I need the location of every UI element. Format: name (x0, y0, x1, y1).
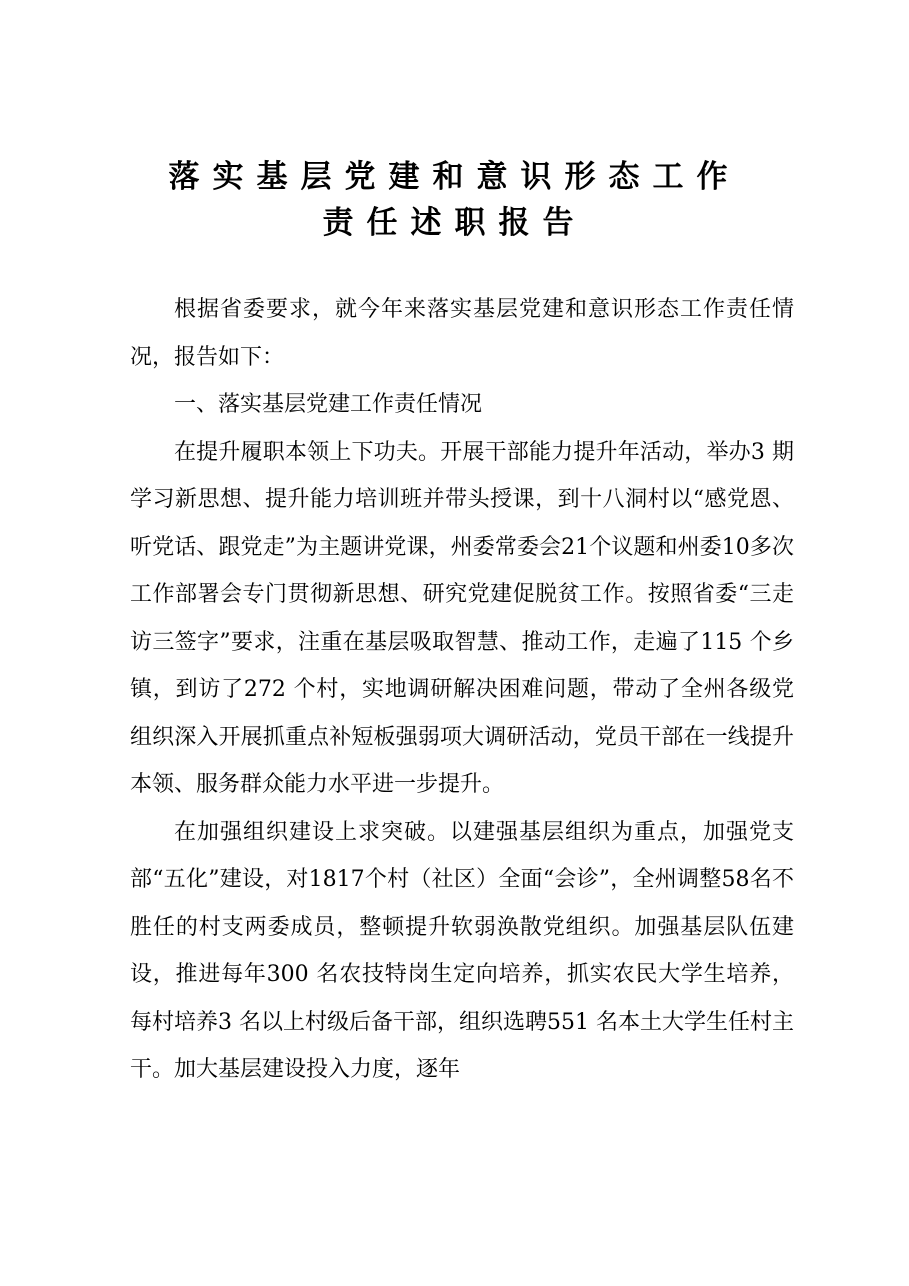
document-title-line-1: 落实基层党建和意识形态工作 (168, 159, 741, 195)
section-heading: 一、落实基层党建工作责任情况 (174, 392, 483, 417)
document-title-line-2: 责任述职报告 (322, 205, 587, 241)
body-paragraph: 在提升履职本领上下功夫。开展干部能力提升年活动，举办3 期学习新思想、提升能力培训班并带头授课，到十八洞村以“感党恩、听党话、跟党走”为主题讲党课，州委常委会21个议题和州委10多次工作部署会专门贯彻新思想、研究党建促脱贫工作。按照省委“三走访三签字”要求，注重在基层吸取智慧、推动工作，走遍了115 个乡镇，到访了272 个村，实地调研解决困难问题，带动了全州各级党组织深入开展抓重点补短板强弱项大调研活动，党员干部在一线提升本领、服务群众能力水平进一步提升。 (130, 439, 794, 797)
intro-paragraph: 根据省委要求，就今年来落实基层党建和意识形态工作责任情况，报告如下： (130, 297, 794, 370)
body-paragraph: 在加强组织建设上求突破。以建强基层组织为重点，加强党支部“五化”建设，对1817个村（社区）全面“会诊”，全州调整58名不胜任的村支两委成员，整顿提升软弱涣散党组织。加强基层队伍建设，推进每年300 名农技特岗生定向培养，抓实农民大学生培养，每村培养3 名以上村级后备干部，组织选聘551 名本土大学生任村主干。加大基层建设投入力度，逐年 (130, 819, 794, 1082)
document-body (130, 286, 794, 1094)
